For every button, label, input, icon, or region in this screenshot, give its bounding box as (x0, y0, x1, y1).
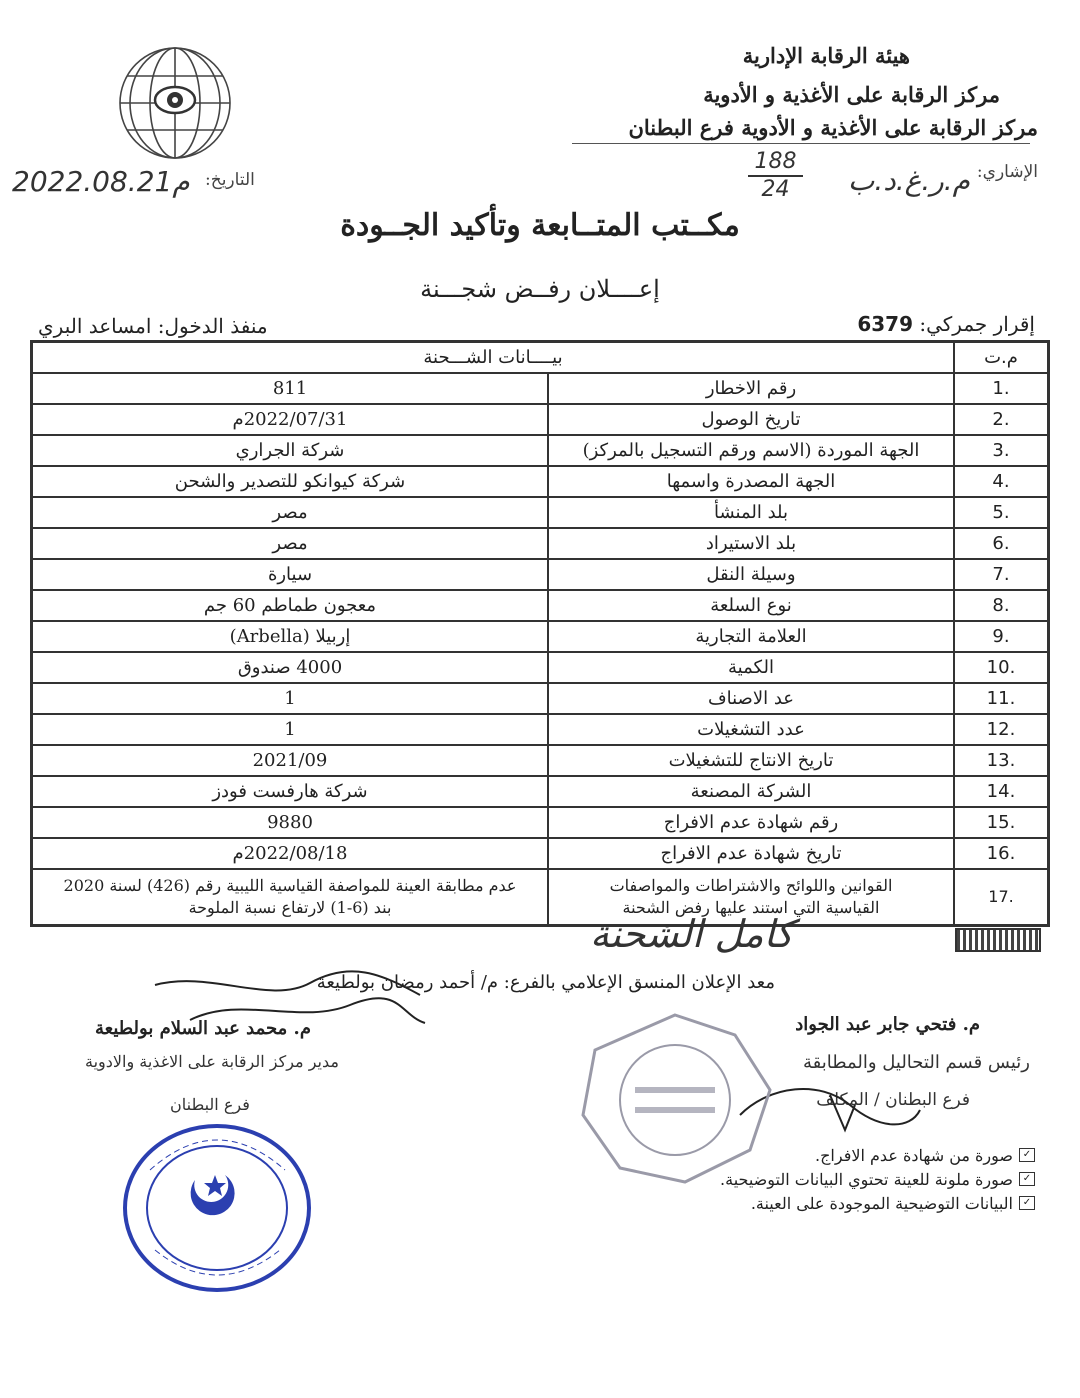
row-field: الجهة المصدرة واسمها (548, 466, 954, 497)
row-value: 1 (32, 714, 548, 745)
date-label: التاريخ: (205, 170, 255, 190)
table-row (32, 590, 1048, 621)
header-authority: هيئة الرقابة الإدارية (742, 43, 910, 68)
row-field: بلد الاستيراد (548, 528, 954, 559)
row-value: معجون طماطم 60 جم (32, 590, 548, 621)
table-header-row (32, 342, 1048, 373)
row-number: .12 (954, 714, 1048, 745)
row-field: رقم الاخطار (548, 373, 954, 404)
table-row (32, 838, 1048, 869)
table-header-num: م.ت (954, 342, 1048, 373)
row-number: .1 (954, 373, 1048, 404)
row-number: .5 (954, 497, 1048, 528)
table-row (32, 497, 1048, 528)
table-header-title: بيــــانات الشـــحنة (32, 342, 954, 373)
row-value: مصر (32, 528, 548, 559)
official-stamp-gray (575, 1010, 775, 1185)
table-row (32, 528, 1048, 559)
row-value: سيارة (32, 559, 548, 590)
table-row (32, 466, 1048, 497)
attachment-text: البيانات التوضيحية الموجودة على العينة. (750, 1193, 1013, 1213)
reference-number (748, 150, 803, 202)
row-value: شركة هارفست فودز (32, 776, 548, 807)
row-field: تاريخ الانتاج للتشغيلات (548, 745, 954, 776)
row-field: تاريخ الوصول (548, 404, 954, 435)
table-row (32, 621, 1048, 652)
reference-label: الإشاري: (976, 162, 1038, 182)
row-number: .11 (954, 683, 1048, 714)
row-field: نوع السلعة (548, 590, 954, 621)
prepared-by: معد الإعلان المنسق الإعلامي بالفرع: م/ أحمد رمضان بولطيعة (316, 972, 775, 993)
table-row (32, 404, 1048, 435)
table-row (32, 776, 1048, 807)
attachment-text: صورة ملونة للعينة تحتوي البيانات التوضيحية. (720, 1169, 1013, 1189)
date-value: 2022.08.21م (12, 165, 190, 198)
row-field-line: القياسية التي استند عليها رفض الشحنة (622, 898, 880, 917)
row-number: .17 (954, 869, 1048, 925)
customs-declaration (857, 312, 1035, 336)
table-row (32, 714, 1048, 745)
row-value-line: بند (6-1) لارتفاع نسبة الملوحة (188, 898, 392, 917)
row-value: 9880 (32, 807, 548, 838)
row-value: 811 (32, 373, 548, 404)
row-value: إربيلا (Arbella) (32, 621, 548, 652)
attachment-item (720, 1191, 1035, 1215)
row-number: .6 (954, 528, 1048, 559)
official-stamp-blue (120, 1120, 315, 1295)
header-center: مركز الرقابة على الأغذية و الأدوية (703, 82, 1000, 107)
row-number: .3 (954, 435, 1048, 466)
row-number: .15 (954, 807, 1048, 838)
signature-left (150, 965, 430, 1045)
row-field: وسيلة النقل (548, 559, 954, 590)
row-value: 2022/07/31م (32, 404, 548, 435)
row-number: .9 (954, 621, 1048, 652)
row-number: .16 (954, 838, 1048, 869)
row-value: شركة كيوانكو للتصدير والشحن (32, 466, 548, 497)
row-number: .14 (954, 776, 1048, 807)
reference-number-bottom: 24 (761, 177, 790, 203)
reference-value: م.ر.غ.د.ب (848, 164, 970, 197)
check-icon: ✓ (1019, 1148, 1035, 1162)
row-field: الكمية (548, 652, 954, 683)
row-number: .10 (954, 652, 1048, 683)
signatory-left-branch: فرع البطنان (170, 1095, 250, 1114)
row-field-line: القوانين واللوائح والاشتراطات والمواصفات (609, 876, 893, 895)
row-number: .13 (954, 745, 1048, 776)
customs-value: 6379 (857, 312, 914, 336)
row-field: عدد التشغيلات (548, 714, 954, 745)
header-divider (572, 143, 1030, 144)
signatory-left-name: م. محمد عبد السلام بولطيعة (95, 1018, 311, 1039)
row-number: .2 (954, 404, 1048, 435)
notice-title: إعــــلان رفــض شجـــنة (420, 275, 660, 303)
table-row (32, 559, 1048, 590)
check-icon: ✓ (1019, 1172, 1035, 1186)
row-field: الجهة الموردة (الاسم ورقم التسجيل بالمركز) (548, 435, 954, 466)
table-row (32, 373, 1048, 404)
row-field: العلامة التجارية (548, 621, 954, 652)
row-field: رقم شهادة عدم الافراج (548, 807, 954, 838)
table-row (32, 869, 1048, 925)
row-number: .8 (954, 590, 1048, 621)
row-field: عد الاصناف (548, 683, 954, 714)
signatory-right-name: م. فتحي جابر عبد الجواد (795, 1014, 980, 1035)
row-field: تاريخ شهادة عدم الافراج (548, 838, 954, 869)
table-row (32, 745, 1048, 776)
row-value-line: عدم مطابقة العينة للمواصفة القياسية الليبية رقم (426) لسنة 2020 (63, 876, 517, 895)
row-field: الشركة المصنعة (548, 776, 954, 807)
row-value: شركة الجراري (32, 435, 548, 466)
customs-label: إقرار جمركي: (919, 312, 1035, 336)
row-field: بلد المنشأ (548, 497, 954, 528)
row-number: .7 (954, 559, 1048, 590)
row-value: 1 (32, 683, 548, 714)
row-value: 2021/09 (32, 745, 548, 776)
row-value: 2022/08/18م (32, 838, 548, 869)
table-row (32, 652, 1048, 683)
row-value (32, 869, 548, 925)
row-value: 4000 صندوق (32, 652, 548, 683)
entry-port: منفذ الدخول: امساعد البري (38, 314, 268, 338)
reference-number-top: 188 (754, 149, 797, 174)
signatory-right-branch: فرع البطنان / المكلف (816, 1090, 970, 1110)
check-icon: ✓ (1019, 1196, 1035, 1210)
authority-logo (105, 40, 245, 165)
small-stamp (955, 928, 1041, 952)
table-row (32, 683, 1048, 714)
row-number: .4 (954, 466, 1048, 497)
row-value: مصر (32, 497, 548, 528)
signatory-left-title: مدير مركز الرقابة على الاغذية والادوية (85, 1052, 339, 1071)
complete-shipment-note: كامل الشحنة (590, 912, 794, 956)
header-branch: مركز الرقابة على الأغذية و الأدوية فرع البطنان (628, 115, 1038, 140)
table-row (32, 435, 1048, 466)
office-title: مكــتب المتــابعة وتأكيد الجــودة (340, 208, 740, 243)
shipment-data-table (30, 340, 1050, 927)
attachment-text: صورة من شهادة عدم الافراج. (815, 1145, 1013, 1165)
table-row (32, 807, 1048, 838)
signatory-right-title: رئيس قسم التحاليل والمطابقة (802, 1052, 1030, 1073)
